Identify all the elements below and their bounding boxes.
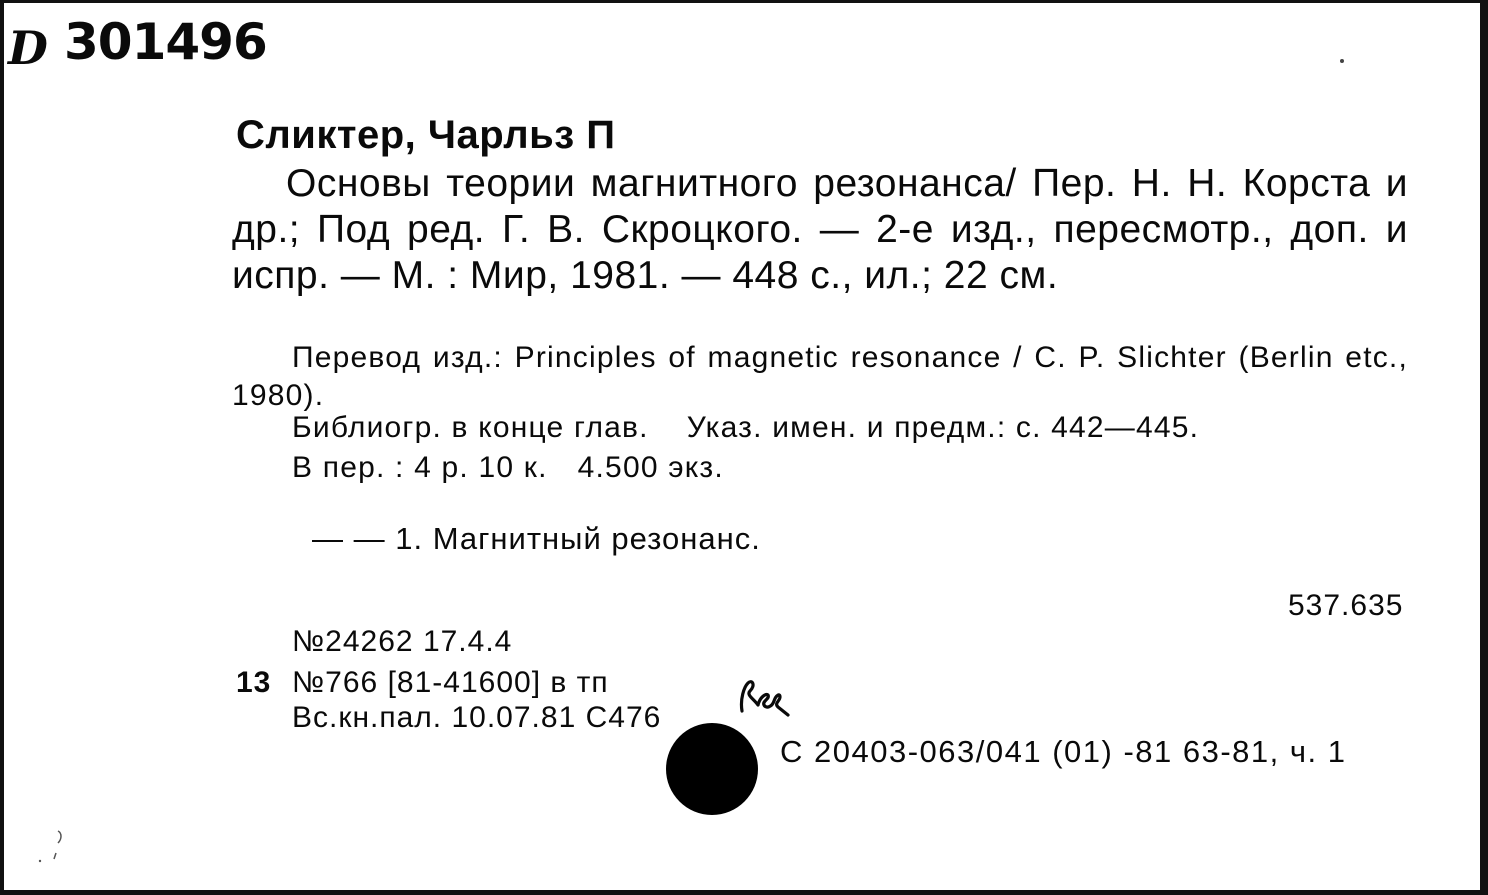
bibliography-line <box>292 413 1199 443</box>
print-run: 4.500 экз. <box>577 451 724 484</box>
title-text: Основы теории магнитного резонанса/ Пер. Н. Н. Корста и др.; Под ред. Г. В. Скроцкого. — 2-е изд., пересмотр., доп. и испр. — М. : Мир, 1981. — 448 с., ил.; 22 см. <box>232 162 1408 297</box>
udc-code: 537.635 <box>1288 589 1404 622</box>
translation-note <box>232 339 1408 415</box>
bibliography-text: Библиогр. в конце глав. <box>292 411 649 444</box>
binding-price: В пер. : 4 р. 10 к. <box>292 451 548 484</box>
price-line <box>292 453 724 483</box>
registration-text: №766 [81-41600] в тп <box>292 666 609 699</box>
handwritten-initials-mark <box>734 675 794 719</box>
scribble-mark <box>34 823 74 873</box>
catalog-prefix: D <box>8 21 48 75</box>
subject-heading: — — 1. Магнитный резонанс. <box>312 521 761 556</box>
punch-hole <box>666 723 758 815</box>
speck-mark <box>1340 59 1344 63</box>
registration-line-3: Вс.кн.пал. 10.07.81 С476 <box>292 701 662 734</box>
index-note: Указ. имен. и предм.: с. 442—445. <box>686 411 1200 444</box>
translation-text: Перевод изд.: Principles of magnetic resonance / C. P. Slichter (Berlin etc., 1980). <box>232 341 1408 412</box>
registration-number: 13 <box>236 666 272 699</box>
catalog-number: 301496 <box>64 13 267 71</box>
registration-line-1: №24262 17.4.4 <box>292 625 513 658</box>
registration-line-2 <box>236 668 609 698</box>
title-description <box>232 161 1408 299</box>
classification-code: С 20403-063/041 (01) -81 63-81, ч. 1 <box>780 734 1347 769</box>
author-heading: Сликтер, Чарльз П <box>236 113 616 157</box>
